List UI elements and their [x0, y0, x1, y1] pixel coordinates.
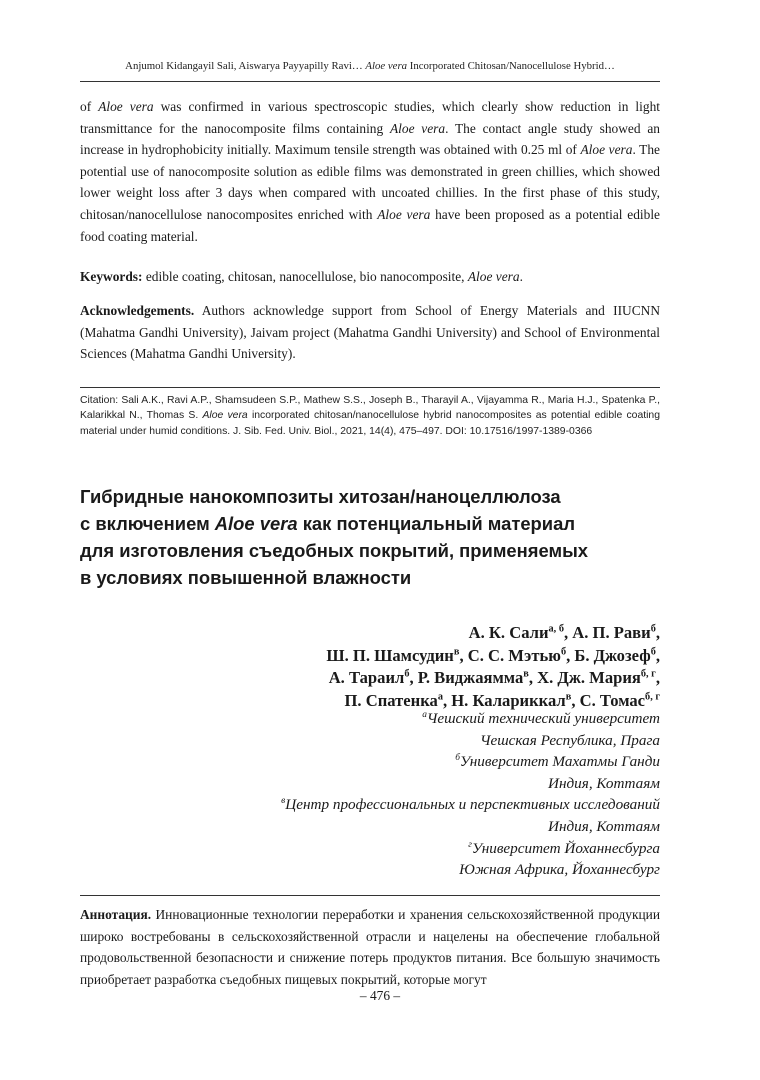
- abstract-text: . The contact angle study showed an increase in hydrophobicity initially. Maximum tensile strength was obtained with 0.25 ml of: [80, 120, 660, 158]
- author-affil: б, г: [640, 668, 656, 680]
- title-line: в условиях повышенной влажности: [80, 567, 412, 588]
- authors-line: [326, 622, 660, 645]
- author-name: Б. Джозеф: [574, 645, 651, 665]
- affiliation-mark: в: [281, 796, 286, 807]
- author-affil: в: [565, 690, 572, 702]
- author-name: Ш. П. Шамсудин: [326, 645, 454, 665]
- title-line: Гибридные нанокомпозиты хитозан/наноцеллюлоза: [80, 486, 561, 507]
- author-sep: ,: [566, 645, 575, 665]
- citation-italic: Aloe vera: [202, 410, 248, 422]
- author-affil: б: [560, 645, 567, 657]
- citation-rule: [80, 387, 660, 388]
- title-line: для изготовления съедобных покрытий, применяемых: [80, 540, 589, 561]
- affiliation-line: [281, 794, 660, 816]
- keywords-label: Keywords:: [80, 269, 143, 284]
- keywords-italic: Aloe vera: [467, 269, 520, 284]
- authors-block: [326, 622, 660, 712]
- author-sep: ,: [571, 690, 580, 710]
- abstract-english: [80, 96, 660, 247]
- keywords-end: .: [519, 269, 523, 284]
- russian-title: [80, 483, 660, 591]
- affiliation-text: Индия, Коттаям: [547, 774, 660, 792]
- authors-line: [326, 667, 660, 690]
- author-affil: б: [650, 645, 656, 657]
- citation: [80, 393, 660, 439]
- abstract-text: of: [80, 99, 99, 114]
- author-name: Н. Калариккал: [451, 690, 566, 710]
- header-title-italic: Aloe vera: [365, 60, 408, 72]
- author-name: А. Тараил: [328, 668, 405, 687]
- affiliation-mark: б: [455, 753, 460, 764]
- page-number: – 476 –: [359, 988, 401, 1003]
- header-title: Incorporated Chitosan/Nanocellulose Hybrid…: [407, 60, 615, 72]
- affiliation-line: [281, 859, 660, 881]
- author-sep: ,: [528, 668, 538, 687]
- affiliation-mark: а: [422, 709, 427, 720]
- acknowledgements-text: Authors acknowledge support from School of Energy Materials and IIUCNN (Mahatma Gandhi University), Jaivam project (Mahatma Gandhi University) and School of Environmental Sciences (Mahatma Gandhi University).: [80, 303, 660, 362]
- author-affil: а, б: [548, 623, 564, 635]
- abstract-text: . The potential use of nanocomposite solution as edible films was demonstrated in green chillies, which showed lower weight loss after 3 days when compared with uncoated chillies. In the first phase of this study, chitosan/nanocellulose nanocomposites enriched with: [80, 142, 660, 222]
- author-affil: б, г: [645, 690, 660, 702]
- affiliation-text: Центр профессиональных и перспективных исследований: [285, 796, 660, 814]
- author-sep: ,: [409, 668, 418, 687]
- author-affil: а: [437, 690, 443, 702]
- keywords-text: edible coating, chitosan, nanocellulose, bio nanocomposite,: [142, 269, 468, 284]
- affiliation-text: Университет Йоханнесбурга: [471, 839, 660, 857]
- affiliation-line: [281, 816, 660, 838]
- author-sep: ,: [655, 623, 660, 642]
- abstract-text: was confirmed in various spectroscopic studies, which clearly show reduction in light transmittance for the nanocomposite films containing: [80, 99, 660, 136]
- annotation-label: Аннотация.: [80, 907, 152, 922]
- author-affil: б: [404, 668, 410, 680]
- affiliation-line: [281, 751, 660, 773]
- affiliation-mark: г: [468, 839, 472, 850]
- author-sep: ,: [655, 668, 660, 687]
- author-name: А. П. Рави: [572, 623, 651, 642]
- affiliation-text: Университет Махатмы Ганди: [459, 753, 660, 771]
- abstract-italic: Aloe vera: [98, 99, 154, 114]
- author-name: С. Томас: [579, 690, 646, 710]
- keywords-paragraph: [80, 266, 660, 288]
- title-italic: Aloe vera: [214, 513, 298, 534]
- header-rule: [80, 81, 660, 82]
- citation-text: Citation: Sali A.K., Ravi A.P., Shamsudeen S.P., Mathew S.S., Joseph B., Tharayil A., Vijayamma R., Maria H.J., Spatenka P., Kalarikkal N., Thomas S.: [80, 395, 660, 422]
- annotation-paragraph: [80, 904, 660, 990]
- affiliations-block: [281, 708, 660, 881]
- affiliation-line: [281, 708, 660, 730]
- citation-text: incorporated chitosan/nanocellulose hybrid nanocomposites as potential edible coating material under humid conditions. J. Sib. Fed. Univ. Biol., 2021, 14(4), 475–497. DOI: 10.17516/1997-1389-0366: [80, 410, 660, 437]
- title-line: [80, 510, 660, 537]
- affiliation-text: Индия, Коттаям: [547, 817, 660, 835]
- affiliation-line: [281, 773, 660, 795]
- author-affil: в: [453, 645, 460, 657]
- abstract-italic: Aloe vera: [377, 206, 431, 222]
- author-name: Х. Дж. Мария: [537, 668, 641, 687]
- author-affil: б: [650, 623, 656, 635]
- author-name: С. С. Мэтью: [467, 645, 561, 665]
- authors-line: [326, 645, 660, 668]
- abstract-italic: Aloe vera: [389, 120, 446, 136]
- abstract-text: have been proposed as a potential edible food coating material.: [80, 206, 661, 244]
- title-text: с включением: [80, 513, 215, 534]
- header-authors: Anjumol Kidangayil Sali, Aiswarya Payyapilly Ravi…: [125, 60, 366, 72]
- affiliation-line: [281, 730, 660, 752]
- running-header: [80, 60, 660, 72]
- acknowledgements-paragraph: [80, 300, 660, 365]
- title-text: как потенциальный материал: [297, 513, 576, 534]
- affiliation-text: Южная Африка, Йоханнесбург: [459, 861, 660, 879]
- affiliation-text: Чешская Республика, Прага: [480, 731, 660, 749]
- acknowledgements-label: Acknowledgements.: [80, 303, 195, 318]
- annotation-rule: [80, 895, 660, 896]
- author-sep: ,: [563, 623, 573, 642]
- author-affil: в: [523, 668, 529, 680]
- author-sep: ,: [655, 645, 660, 665]
- author-name: Р. Виджаямма: [417, 668, 524, 687]
- abstract-italic: Aloe vera: [580, 142, 633, 158]
- author-sep: ,: [442, 690, 452, 710]
- author-name: А. К. Сали: [468, 623, 549, 642]
- annotation-text: Инновационные технологии переработки и хранения сельскохозяйственной продукции широко востребованы в сельскохозяйственной отрасли и нацелены на обеспечение глобальной продовольственной безопасности и снижение потерь продуктов питания. Все большую значимость приобретает разработка съедобных пищевых покрытий, которые могут: [80, 907, 660, 987]
- affiliation-line: [281, 838, 660, 860]
- author-sep: ,: [459, 645, 468, 665]
- author-name: П. Спатенка: [344, 690, 438, 710]
- affiliation-text: Чешский технический университет: [426, 710, 660, 727]
